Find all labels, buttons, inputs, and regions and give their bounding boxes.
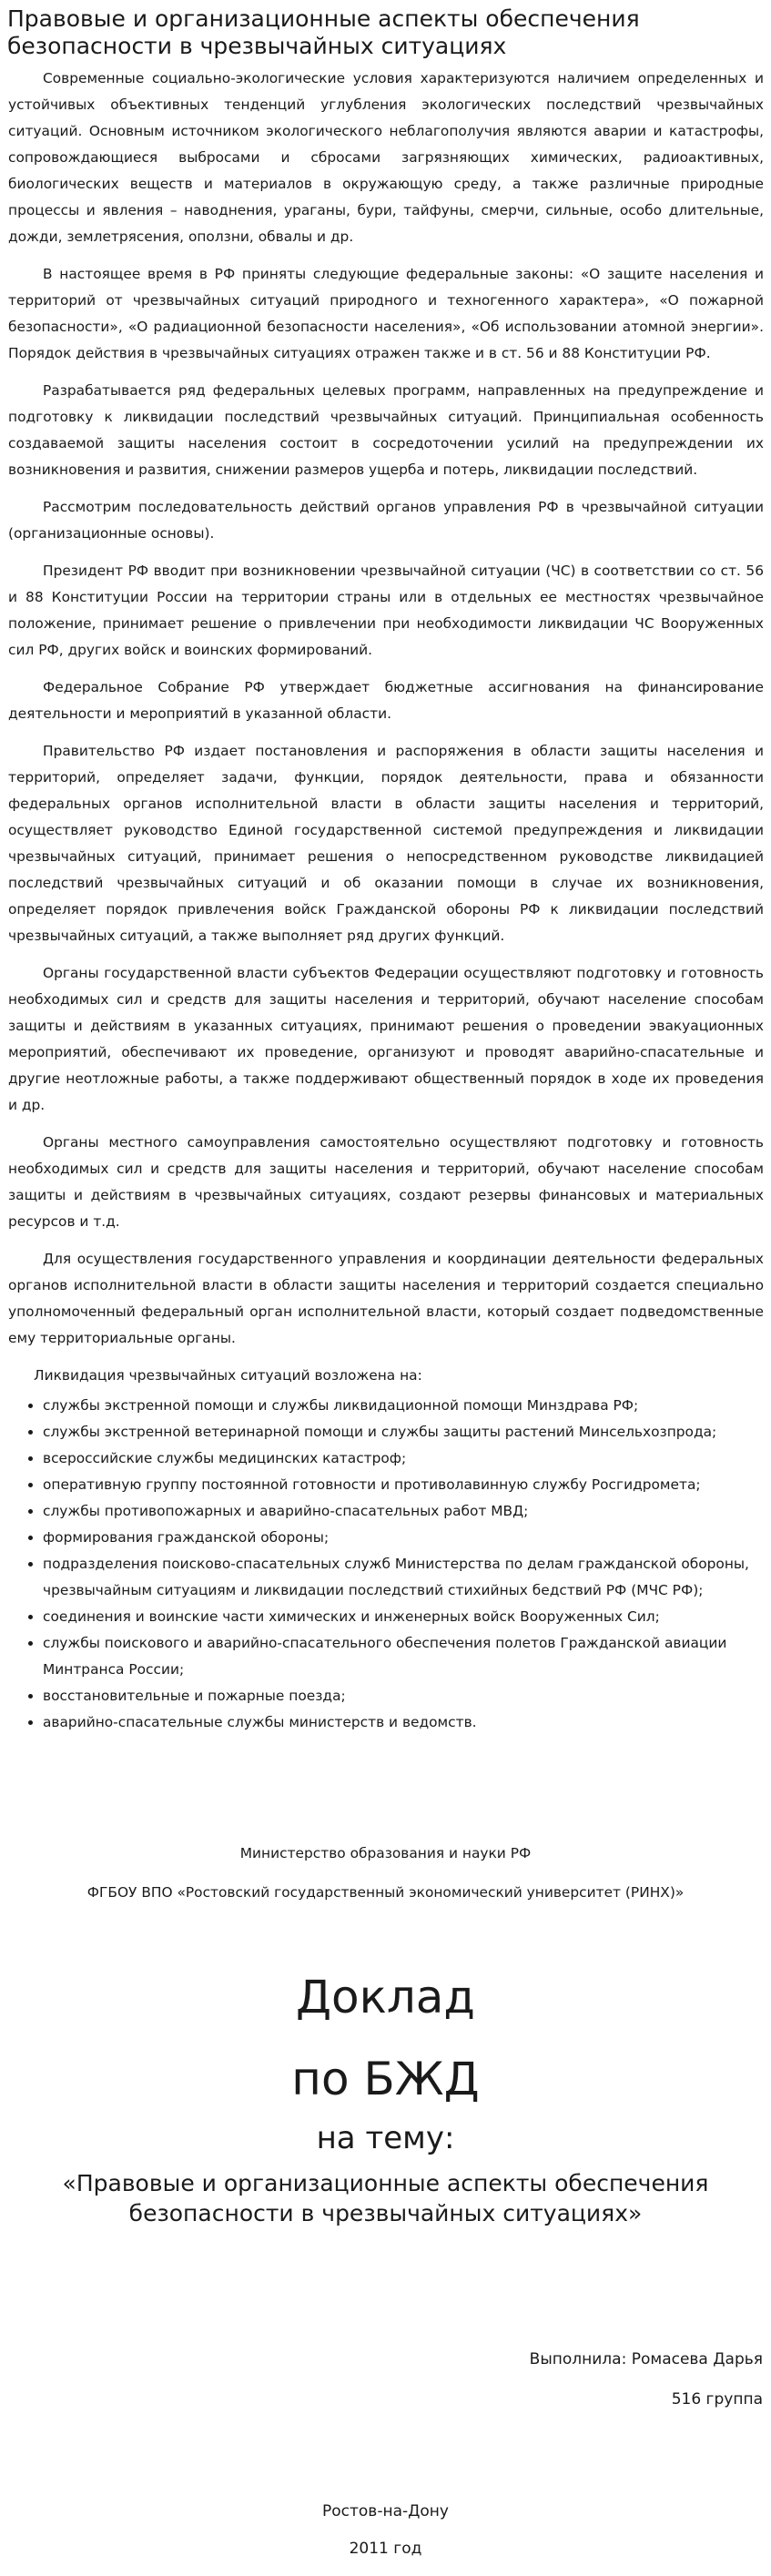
list-item: • аварийно-спасательные службы министерств и ведомств. [43,1709,764,1736]
institution-name: ФГБОУ ВПО «Ростовский государственный экономический университет (РИНХ)» [86,1884,685,1901]
list-item: • восстановительные и пожарные поезда; [43,1683,764,1709]
list-item: • службы противопожарных и аварийно-спасательных работ МВД; [43,1498,764,1525]
document-title: Правовые и организационные аспекты обеспечения безопасности в чрезвычайных ситуациях [7,5,640,59]
report-subject: по БЖД [291,2053,480,2105]
list-item: • оперативную группу постоянной готовности и противолавинную службу Росгидромета; [43,1472,764,1498]
paragraph: Правительство РФ издает постановления и распоряжения в области защиты населения и территорий, определяет задачи, функции, порядок деятельности, права и обязанности федеральных органов исполнительной власти в области защиты населения и территорий, осуществляет руководство Единой государственной системой предупреждения и ликвидации чрезвычайных ситуаций, принимает решения о непосредственном руководстве ликвидацией последствий чрезвычайных ситуаций и об оказании помощи в случае их возникновения, определяет порядок привлечения войск Гражданской обороны РФ к ликвидации последствий чрезвычайных ситуаций, а также выполняет ряд других функций. [8,743,764,944]
list-item: • службы поискового и аварийно-спасательного обеспечения полетов Гражданской авиации Минтранса России; [43,1630,764,1683]
list-item: • службы экстренной ветеринарной помощи и службы защиты растений Минсельхозпрода; [43,1419,764,1445]
paragraph: Органы государственной власти субъектов Федерации осуществляют подготовку и готовность необходимых сил и средств для защиты населения и территорий, обучают население способам защиты и действиям в указанных ситуациях, принимают решения о проведении эвакуационных мероприятий, обеспечивают их проведение, организуют и проводят аварийно-спасательные и другие неотложные работы, а также поддерживают общественный порядок в ходе их проведения и др. [8,965,764,1113]
ministry-name: Министерство образования и науки РФ [239,1845,532,1861]
list-item: • службы экстренной помощи и службы ликвидационной помощи Минздрава РФ; [43,1393,764,1419]
responsibility-list [8,1393,764,1736]
theme-label: на тему: [316,2120,455,2156]
list-item: • подразделения поисково-спасательных служб Министерства по делам гражданской обороны, чрезвычайным ситуациям и ликвидации последствий стихийных бедствий РФ (МЧС РФ); [43,1551,764,1604]
paragraph: Рассмотрим последовательность действий органов управления РФ в чрезвычайной ситуации (организационные основы). [8,499,764,542]
paragraph: Президент РФ вводит при возникновении чрезвычайной ситуации (ЧС) в соответствии со ст. 56 и 88 Конституции России на территории страны или в отдельных ее местностях чрезвычайное положение, принимает решение о привлечении при необходимости ликвидации ЧС Вооруженных сил РФ, других войск и воинских формирований. [8,563,764,658]
group-number: 516 группа [671,2390,763,2409]
list-item: • всероссийские службы медицинских катастроф; [43,1445,764,1472]
paragraph: Федеральное Собрание РФ утверждает бюджетные ассигнования на финансирование деятельности и мероприятий в указанной области. [8,679,764,722]
paragraph: В настоящее время в РФ приняты следующие федеральные законы: «О защите населения и территорий от чрезвычайных ситуаций природного и техногенного характера», «О пожарной безопасности», «О радиационной безопасности населения», «Об использовании атомной энергии». Порядок действия в чрезвычайных ситуациях отражен также и в ст. 56 и 88 Конституции РФ. [8,266,764,361]
report-topic: «Правовые и организационные аспекты обеспечения безопасности в чрезвычайных ситуациях» [62,2170,709,2226]
list-item: • соединения и воинские части химических и инженерных войск Вооруженных Сил; [43,1604,764,1630]
report-heading: Доклад [295,1971,476,2023]
list-intro: Ликвидация чрезвычайных ситуаций возложена на: [34,1367,422,1384]
document-body [8,66,764,1736]
paragraph: Разрабатывается ряд федеральных целевых программ, направленных на предупреждение и подготовку к ликвидации последствий чрезвычайных ситуаций. Принципиальная особенность создаваемой защиты населения состоит в сосредоточении усилий на предупреждении их возникновения и развития, снижении размеров ущерба и потерь, ликвидации последствий. [8,382,764,478]
performer-name: Выполнила: Ромасева Дарья [529,2350,763,2368]
paragraph: Для осуществления государственного управления и координации деятельности федеральных органов исполнительной власти в области защиты населения и территорий создается специально уполномоченный федеральный орган исполнительной власти, который создает подведомственные ему территориальные органы. [8,1251,764,1346]
list-item: • формирования гражданской обороны; [43,1525,764,1551]
city-name: Ростов-на-Дону [322,2502,449,2520]
paragraph: Современные социально-экологические условия характеризуются наличием определенных и устойчивых объективных тенденций углубления экологических последствий чрезвычайных ситуаций. Основным источником экологического неблагополучия являются аварии и катастрофы, сопровождающиеся выбросами и сбросами загрязняющих химических, радиоактивных, биологических веществ и материалов в окружающую среду, а также различные природные процессы и явления – наводнения, ураганы, бури, тайфуны, смерчи, сильные, особо длительные, дожди, землетрясения, оползни, обвалы и др. [8,70,764,245]
year-label: 2011 год [349,2540,422,2558]
paragraph: Органы местного самоуправления самостоятельно осуществляют подготовку и готовность необходимых сил и средств для защиты населения и территорий, обучают население способам защиты и действиям в чрезвычайных ситуациях, создают резервы финансовых и материальных ресурсов и т.д. [8,1134,764,1230]
